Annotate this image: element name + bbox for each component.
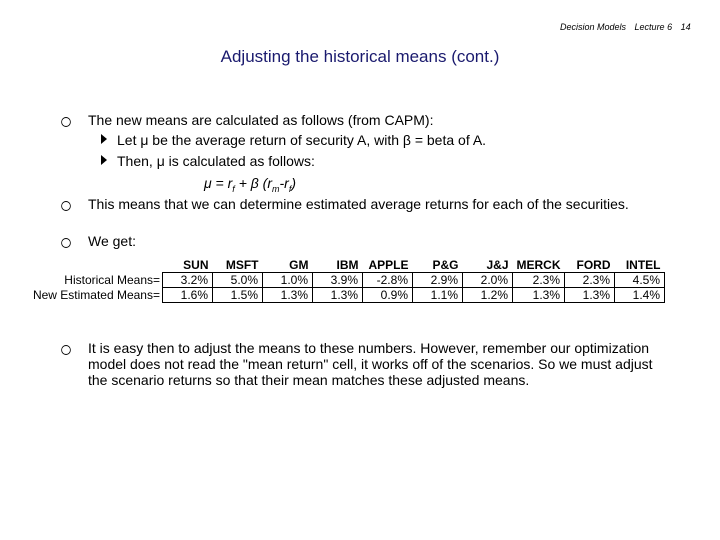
row-label: New Estimated Means= <box>32 288 160 302</box>
table-cell: 1.6% <box>163 288 213 303</box>
column-header: J&J <box>486 258 509 272</box>
bullet-text: We get: <box>88 233 136 249</box>
capm-formula: $\mu = r_f + \beta$ $(r_m-r_f)$ <box>204 175 296 194</box>
table-row <box>24 288 665 303</box>
table-cell: 4.5% <box>615 273 665 288</box>
bullet-marker <box>61 238 71 248</box>
table-cell: 3.2% <box>163 273 213 288</box>
table-row <box>24 273 665 288</box>
bullet-marker <box>61 201 71 211</box>
table-cell: 3.9% <box>313 273 363 288</box>
table-cell: 2.9% <box>413 273 463 288</box>
column-header: SUN <box>183 258 209 272</box>
page-number: 14 <box>680 22 691 32</box>
row-label: Historical Means= <box>64 273 160 287</box>
table-cell: 2.3% <box>565 273 615 288</box>
sub-bullet-text: Let μ be the average return of security A, with β = beta of A. <box>117 132 487 148</box>
column-header: INTEL <box>625 258 661 272</box>
table-cell: 2.3% <box>513 273 565 288</box>
sub-bullet <box>101 153 315 169</box>
table-cell: 1.3% <box>313 288 363 303</box>
table-cell: 1.3% <box>565 288 615 303</box>
bullet-text: This means that we can determine estimated average returns for each of the securities. <box>88 196 629 212</box>
column-header: P&G <box>432 258 459 272</box>
bullet-text: The new means are calculated as follows (from CAPM): <box>88 112 434 128</box>
bullet-text: It is easy then to adjust the means to these numbers. However, remember our optimization model does not read the "mean return" cell, it works off of the scenarios. So we must adjust the scenario returns so that their mean matches these adjusted means. <box>88 340 653 388</box>
bullet-marker <box>61 345 71 355</box>
table-cell: 5.0% <box>213 273 263 288</box>
table-cell: 1.2% <box>463 288 513 303</box>
column-header: IBM <box>336 258 359 272</box>
column-header: FORD <box>576 258 611 272</box>
table-cell: 1.3% <box>513 288 565 303</box>
table-cell: 0.9% <box>363 288 413 303</box>
slide-title: Adjusting the historical means (cont.) <box>220 47 500 66</box>
bullet-marker <box>61 117 71 127</box>
table-cell: 2.0% <box>463 273 513 288</box>
column-header: GM <box>289 258 309 272</box>
column-header: APPLE <box>368 258 409 272</box>
table-cell: 1.4% <box>615 288 665 303</box>
sub-bullet <box>101 132 486 148</box>
course-name: Decision Models <box>560 22 627 32</box>
arrow-bullet-icon <box>101 155 107 165</box>
arrow-bullet-icon <box>101 134 107 144</box>
table-header-row <box>24 258 665 273</box>
table-cell: 1.1% <box>413 288 463 303</box>
table-cell: 1.5% <box>213 288 263 303</box>
table-cell: 1.3% <box>263 288 313 303</box>
corner-cell <box>24 258 163 273</box>
lecture-number: Lecture 6 <box>634 22 673 32</box>
column-header: MSFT <box>225 258 259 272</box>
means-table <box>24 258 665 303</box>
table-cell: -2.8% <box>363 273 413 288</box>
column-header: MERCK <box>516 258 561 272</box>
slide-header <box>560 22 697 32</box>
sub-bullet-text: Then, μ is calculated as follows: <box>117 153 315 169</box>
table-cell: 1.0% <box>263 273 313 288</box>
